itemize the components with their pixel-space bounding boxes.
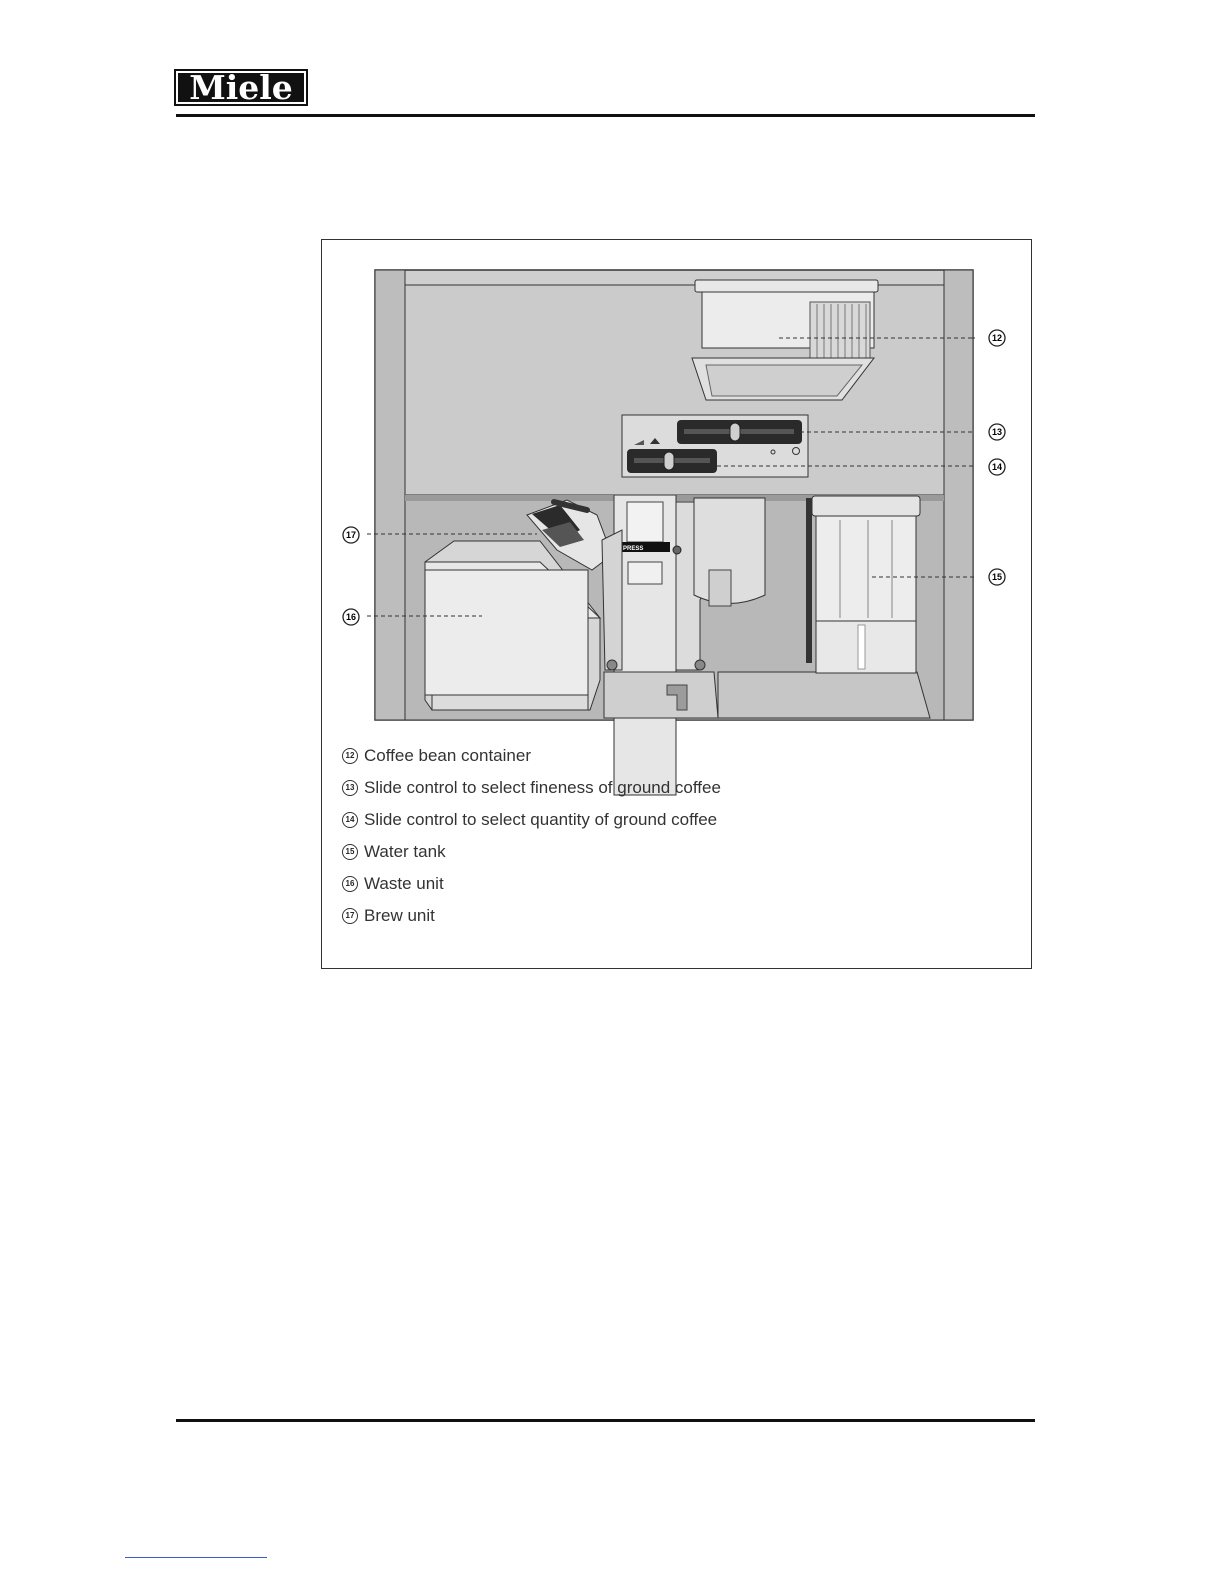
legend-item bbox=[342, 740, 721, 772]
callout-marker-15 bbox=[989, 569, 1005, 585]
legend-label: Water tank bbox=[364, 842, 446, 861]
appliance-figure bbox=[321, 239, 1032, 969]
legend-item bbox=[342, 900, 721, 932]
miele-logo: Miele bbox=[174, 69, 308, 106]
legend-label: Brew unit bbox=[364, 906, 435, 925]
press-label: PRESS bbox=[623, 546, 644, 552]
legend-label: Slide control to select quantity of ground coffee bbox=[364, 810, 718, 829]
callout-marker-17 bbox=[343, 527, 359, 543]
legend-label: Waste unit bbox=[364, 874, 444, 893]
legend-number: 17 bbox=[342, 908, 358, 924]
callout-marker-14 bbox=[989, 459, 1005, 475]
legend-item bbox=[342, 836, 721, 868]
callout-marker-13 bbox=[989, 424, 1005, 440]
legend-item bbox=[342, 772, 721, 804]
svg-text:14: 14 bbox=[991, 462, 1003, 472]
header-rule bbox=[176, 114, 1035, 117]
water-tank bbox=[806, 496, 920, 673]
svg-text:16: 16 bbox=[345, 612, 357, 622]
legend-item bbox=[342, 804, 721, 836]
footer-rule bbox=[176, 1419, 1035, 1422]
footer-underline bbox=[125, 1557, 267, 1558]
legend-number: 16 bbox=[342, 876, 358, 892]
svg-text:15: 15 bbox=[991, 572, 1003, 582]
legend-number: 15 bbox=[342, 844, 358, 860]
svg-text:12: 12 bbox=[991, 333, 1003, 343]
legend-number: 14 bbox=[342, 812, 358, 828]
legend-item bbox=[342, 868, 721, 900]
figure-legend bbox=[342, 740, 721, 932]
callout-marker-16 bbox=[343, 609, 359, 625]
svg-text:17: 17 bbox=[345, 530, 357, 540]
legend-label: Coffee bean container bbox=[364, 746, 531, 765]
svg-text:13: 13 bbox=[991, 427, 1003, 437]
coffee-bean-container bbox=[692, 280, 878, 400]
legend-number: 13 bbox=[342, 780, 358, 796]
callout-marker-12 bbox=[989, 330, 1005, 346]
legend-label: Slide control to select fineness of ground coffee bbox=[364, 778, 721, 797]
slide-control-panel bbox=[622, 415, 808, 477]
legend-number: 12 bbox=[342, 748, 358, 764]
